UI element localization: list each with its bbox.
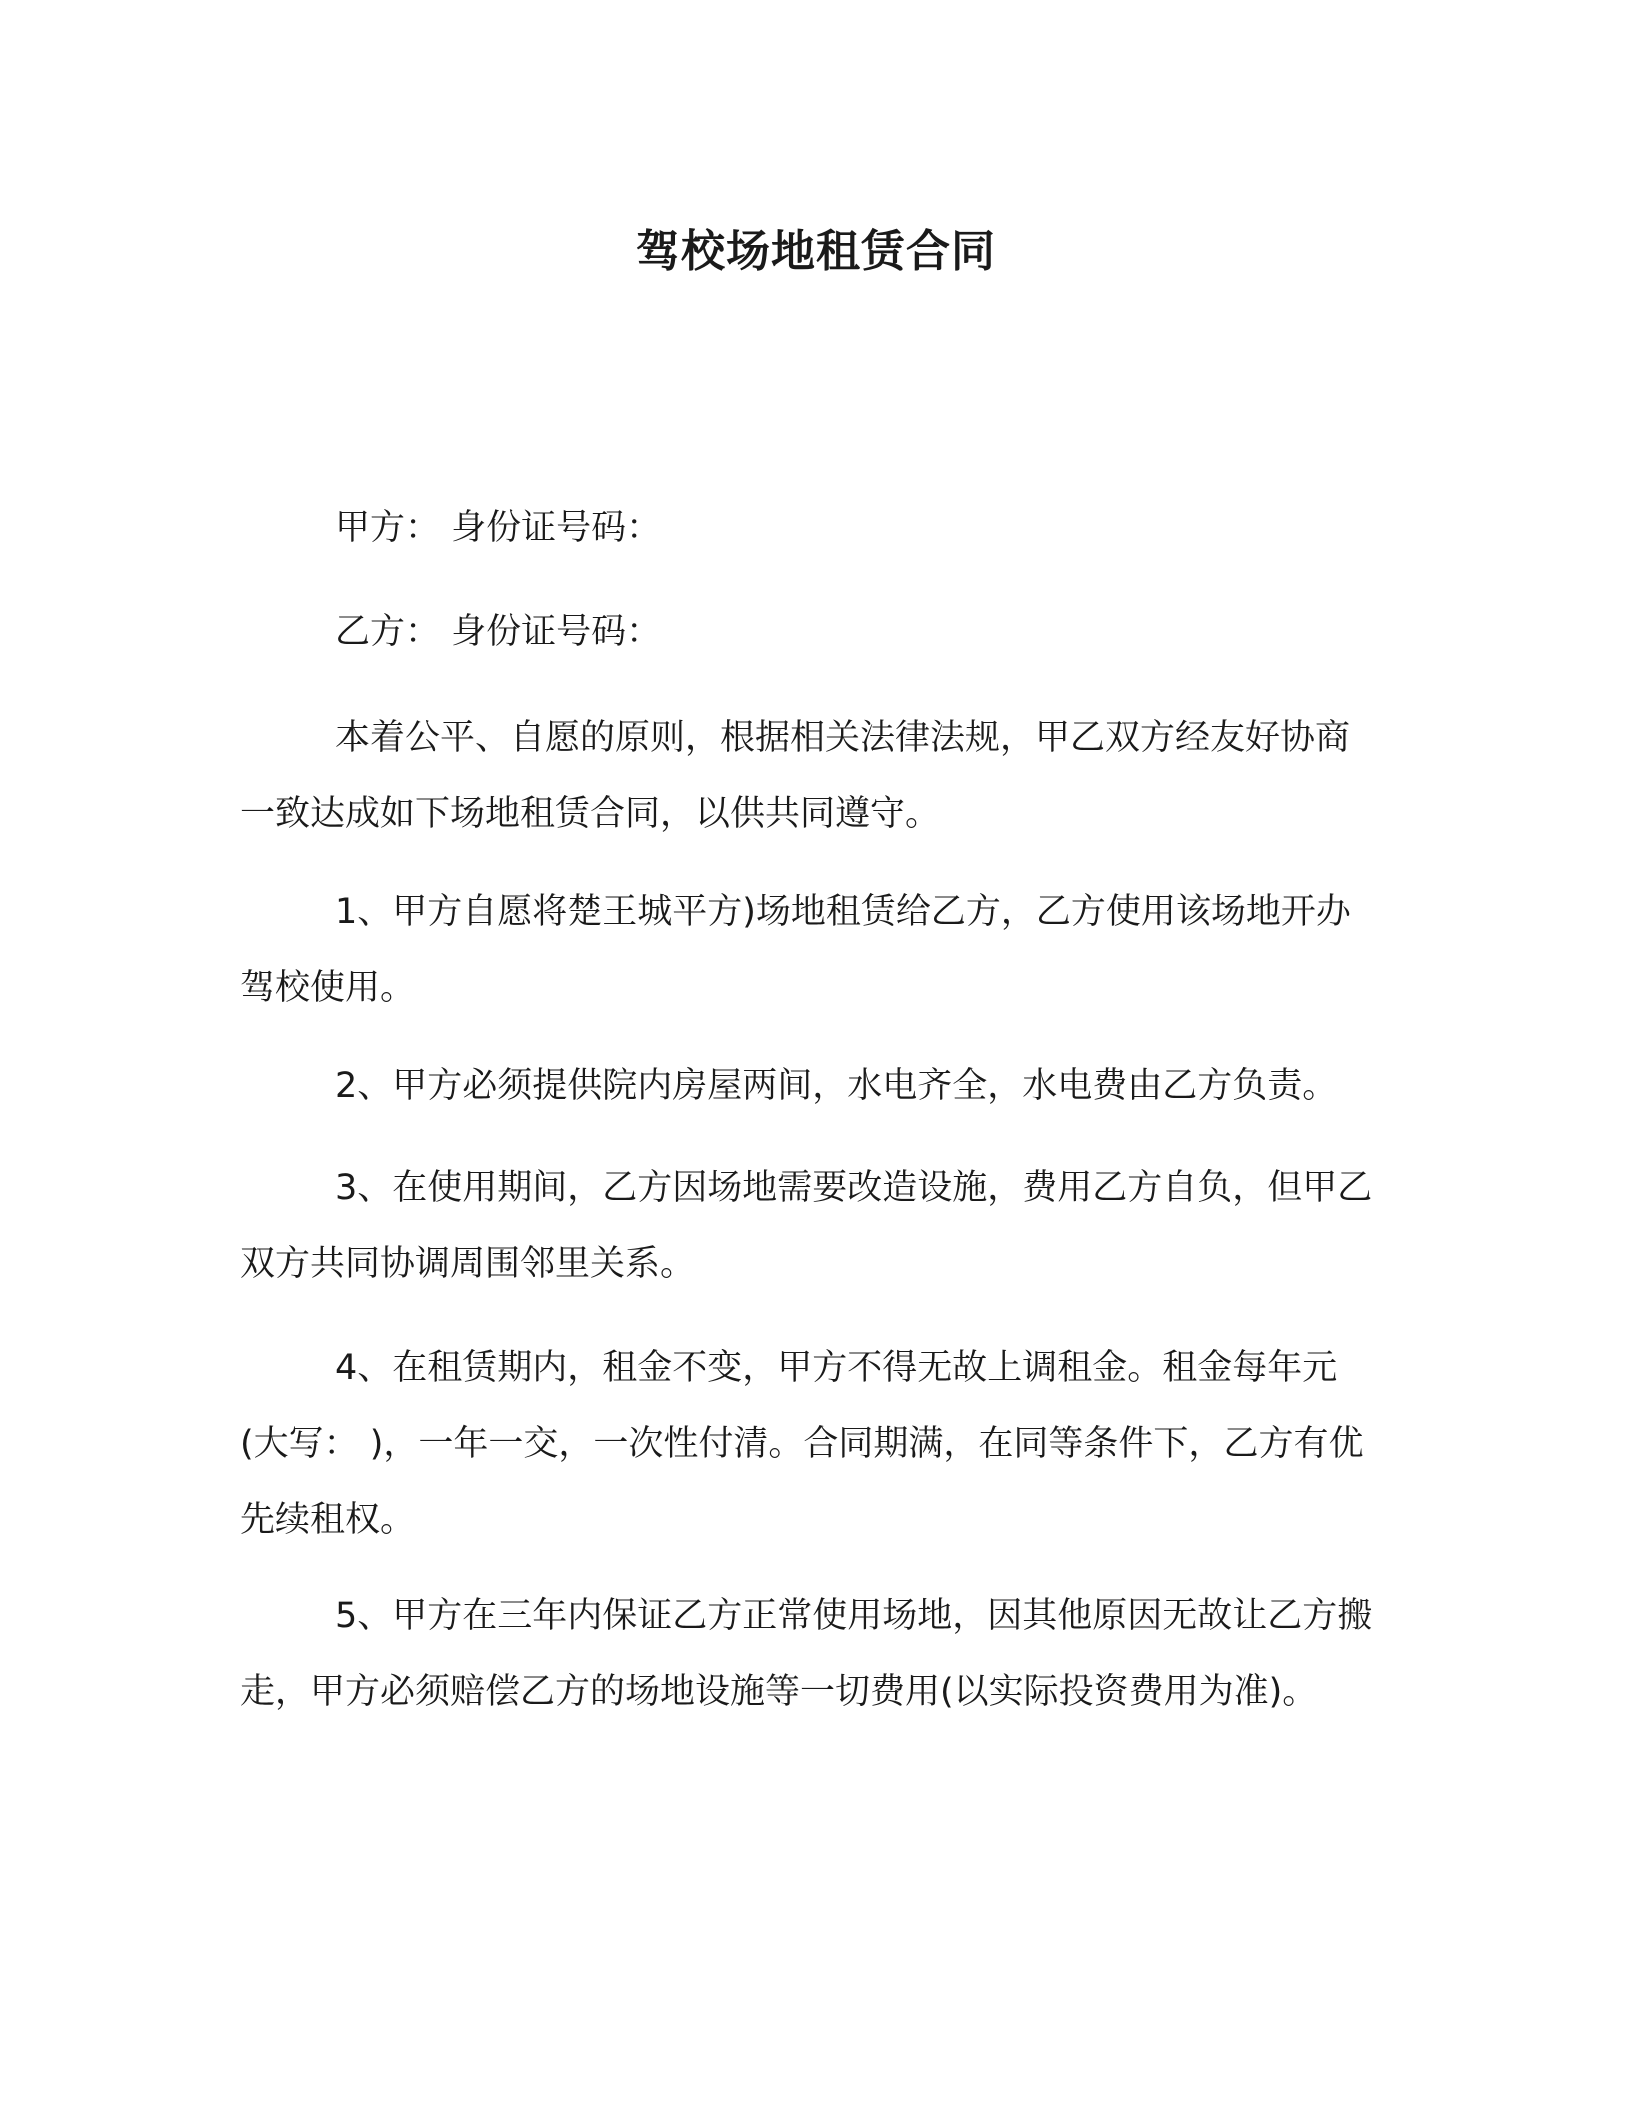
- paragraph-clause-1: 1、甲方自愿将楚王城平方)场地租赁给乙方，乙方使用该场地开办驾校使用。: [240, 892, 1351, 1008]
- party-b-line: [240, 594, 1380, 670]
- party-a-line: [240, 490, 1380, 566]
- party-a-label: 甲方： 身份证号码：: [335, 508, 662, 548]
- paragraph-clause-2: 2、甲方必须提供院内房屋两间，水电齐全，水电费由乙方负责。: [335, 1066, 1338, 1106]
- paragraph-clause-3: 3、在使用期间，乙方因场地需要改造设施，费用乙方自负，但甲乙双方共同协调周围邻里关系。: [240, 1168, 1373, 1284]
- paragraph-clause-4: 4、在租赁期内，租金不变，甲方不得无故上调租金。租金每年元(大写： )，一年一交，一次性付清。合同期满，在同等条件下，乙方有优先续租权。: [240, 1348, 1364, 1540]
- document-title: 驾校场地租赁合同: [636, 226, 996, 277]
- paragraph-clause-5: 5、甲方在三年内保证乙方正常使用场地，因其他原因无故让乙方搬走，甲方必须赔偿乙方的场地设施等一切费用(以实际投资费用为准)。: [240, 1596, 1373, 1712]
- party-b-label: 乙方： 身份证号码：: [335, 612, 662, 652]
- paragraph-preamble: 本着公平、自愿的原则，根据相关法律法规，甲乙双方经友好协商一致达成如下场地租赁合同，以供共同遵守。: [240, 718, 1351, 834]
